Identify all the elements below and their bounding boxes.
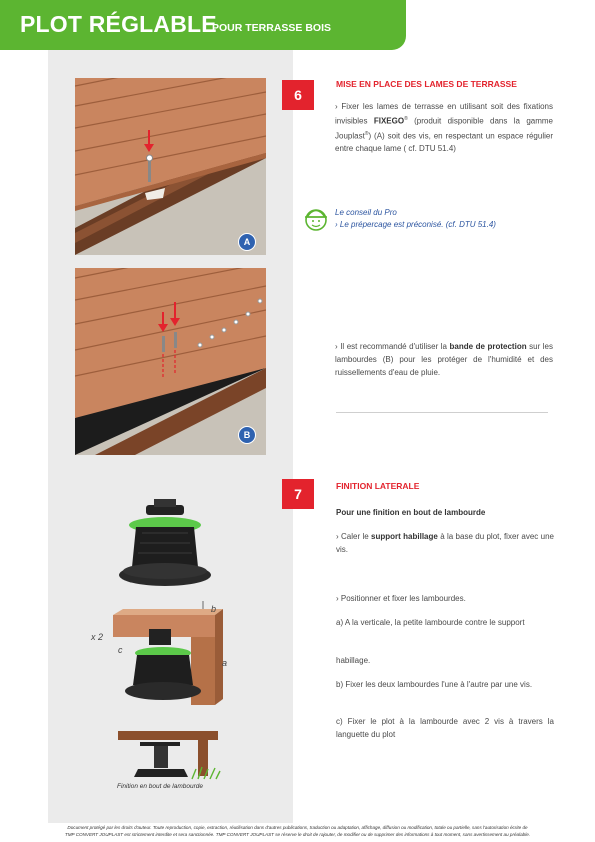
label-c: c	[118, 645, 123, 655]
step-7-paragraph-3a: a) A la verticale, la petite lambourde contre le support	[336, 618, 525, 627]
pedestal-illustration	[118, 497, 218, 593]
badge-a: A	[238, 233, 256, 251]
finish-end-illustration	[112, 729, 224, 783]
divider	[336, 412, 548, 413]
step-7-paragraph-1: › Caler le support habillage à la base du plot, fixer avec une vis.	[336, 532, 554, 554]
step-7-paragraph-5: c) Fixer le plot à la lambourde avec 2 vis à travers la languette du plot	[336, 717, 554, 739]
badge-b: B	[238, 426, 256, 444]
step-6-paragraph-2: › Il est recommandé d'utiliser la bande de protection sur les lambourdes (B) pour les protéger de l'humidité et des ruissellements d'eau de pluie.	[335, 342, 553, 377]
step-6-number: 6	[282, 80, 314, 110]
label-x2: x 2	[91, 632, 104, 642]
step-7-paragraph-2: › Positionner et fixer les lambourdes.	[336, 594, 466, 603]
page-title: PLOT RÉGLABLE	[20, 11, 217, 37]
step-7-paragraph-4: b) Fixer les deux lambourdes l'une à l'autre par une vis.	[336, 680, 533, 689]
step-7-number: 7	[282, 479, 314, 509]
illustration-a	[75, 78, 266, 255]
illustration-b	[75, 268, 266, 455]
step-6-paragraph-1: › Fixer les lames de terrasse en utilisant soit des fixations invisibles FIXEGO® (produit disponible dans la gamme Jouplast®) (A) soit des vis, en respectant un espace régulier entre chaque lame ( cf. DTU 51.4)	[335, 102, 553, 154]
pro-advice-text: › Le prépercage est préconisé. (cf. DTU 51.4)	[335, 220, 496, 229]
step-6-title: MISE EN PLACE DES LAMES DE TERRASSE	[336, 79, 517, 89]
lateral-finish-illustration	[113, 595, 223, 707]
copyright-footer: Document protégé par les droits d'auteur. Toute reproduction, copie, extraction, réutilisation dans d'autres publications, traduction ou adaptation, affichage, diffusion ou modification, totale ou partielle, sans l'autorisation écrite de TMP CONVERT JOUPLAST est strictement interdite et sera sanctionnée. TMP CONVERT JOUPLAST se réserve le droit de rajouter, de modifier ou de supprimer des informations à tout moment, sans avertissement au préalable.	[64, 825, 531, 837]
page-subtitle: POUR TERRASSE BOIS	[212, 22, 332, 34]
header-banner	[0, 0, 406, 50]
step-7-paragraph-3b: habillage.	[336, 656, 371, 665]
label-b: b	[211, 604, 217, 614]
label-a: a	[222, 658, 228, 668]
finish-caption: Finition en bout de lambourde	[116, 783, 203, 790]
pro-helmet-icon	[303, 204, 329, 232]
pro-advice-title: Le conseil du Pro	[335, 208, 397, 217]
step-7-subtitle: Pour une finition en bout de lambourde	[336, 508, 486, 517]
fixego-brand: FIXEGO	[373, 116, 405, 126]
step-7-title: FINITION LATERALE	[336, 481, 420, 491]
